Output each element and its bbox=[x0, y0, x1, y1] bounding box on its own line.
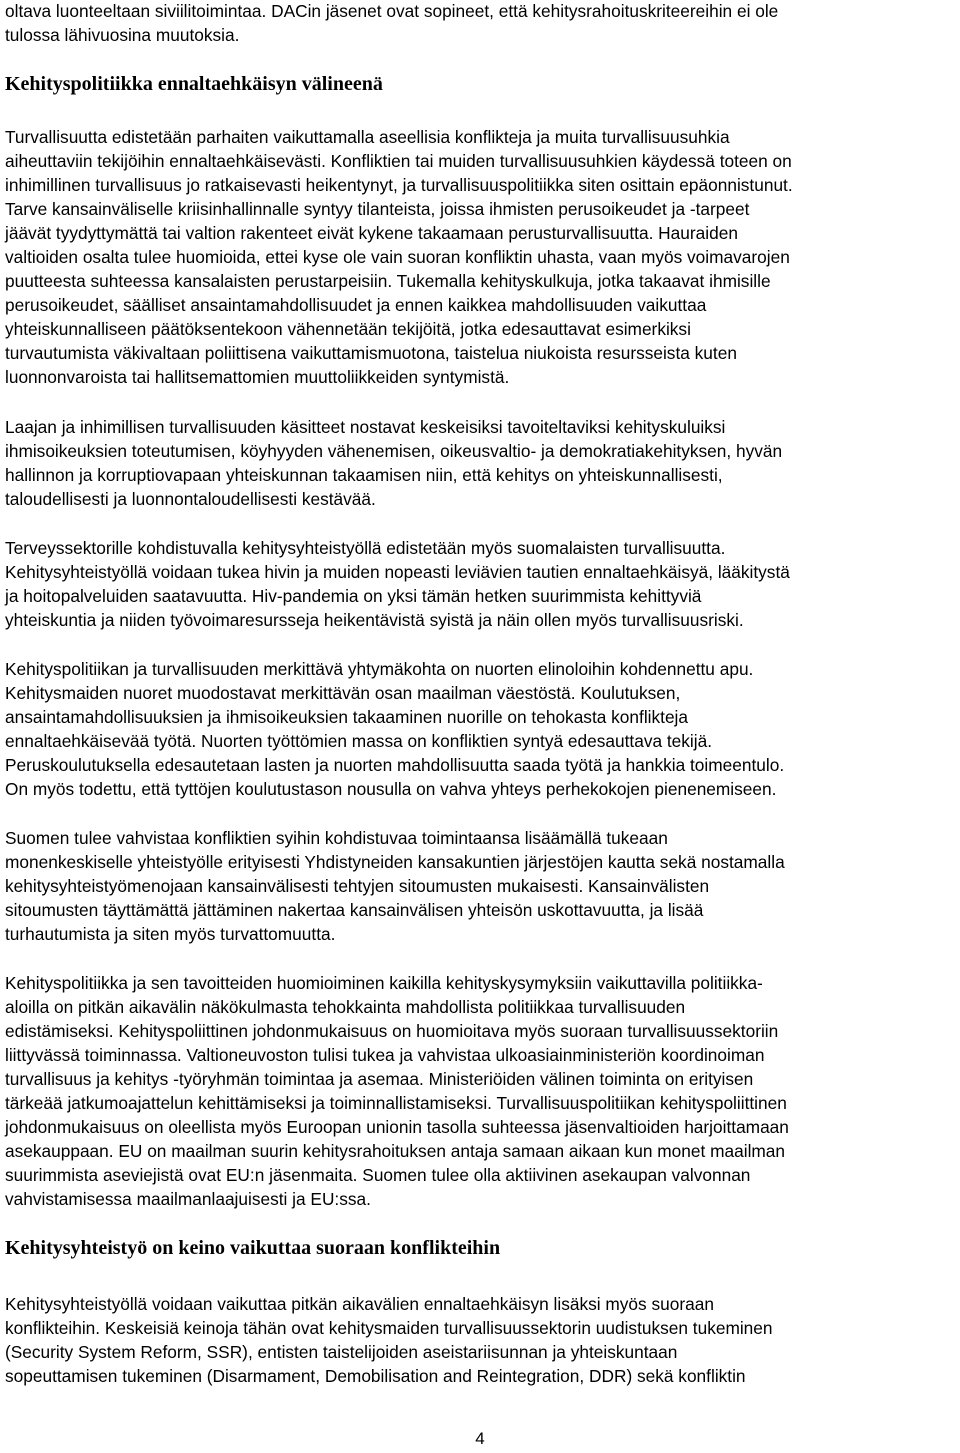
paragraph-line: suurimmista aseviejistä ovat EU:n jäsenmaita. Suomen tulee olla aktiivinen asekaupan valvonnan bbox=[5, 1165, 751, 1185]
paragraph-line: Kehitysmaiden nuoret muodostavat merkittävän osan maailman väestöstä. Koulutuksen, bbox=[5, 683, 681, 703]
intro-line: tulossa lähivuosina muutoksia. bbox=[5, 25, 240, 45]
paragraph-line: Peruskoulutuksella edesautetaan lasten ja nuorten mahdollisuutta saada työtä ja hankkia toimeentulo. bbox=[5, 755, 785, 775]
paragraph-line: Kehitysyhteistyöllä voidaan tukea hivin ja muiden nopeasti leviävien tautien ennaltaehkäisyä, lääkitystä bbox=[5, 562, 790, 582]
paragraph-line: Turvallisuutta edistetään parhaiten vaikuttamalla aseellisia konflikteja ja muita turvallisuusuhkia bbox=[5, 127, 730, 147]
paragraph-line: Suomen tulee vahvistaa konfliktien syihin kohdistuvaa toimintaansa lisäämällä tukeaan bbox=[5, 828, 668, 848]
paragraph-line: hallinnon ja korruptiovapaan yhteiskunnan takaamisen niin, että kehitys on yhteiskunnallisesti, bbox=[5, 465, 723, 485]
paragraph-line: perusoikeudet, säälliset ansaintamahdollisuudet ja ennen kaikkea mahdollisuuden vaikuttaa bbox=[5, 295, 707, 315]
paragraph-line: ja hoitopalveluiden saatavuutta. Hiv-pandemia on yksi tämän hetken suurimmista kehittyviä bbox=[5, 586, 702, 606]
paragraph-line: inhimillinen turvallisuus jo ratkaisevasti heikentynyt, ja turvallisuuspolitiikka siten osittain epäonnistunut. bbox=[5, 175, 793, 195]
paragraph-line: aloilla on pitkän aikavälin näkökulmasta tehokkainta mahdollista politiikkaa turvallisuuden bbox=[5, 997, 686, 1017]
paragraph-line: Laajan ja inhimillisen turvallisuuden käsitteet nostavat keskeisiksi tavoiteltaviksi kehityskuluiksi bbox=[5, 417, 726, 437]
paragraph-line: aiheuttaviin tekijöihin ennaltaehkäisevästi. Konfliktien tai muiden turvallisuusuhkien käydessä toteen on bbox=[5, 151, 792, 171]
paragraph-line: puutteesta suhteessa kansalaisten perustarpeisiin. Tukemalla kehityskulkuja, jotka takaavat ihmisille bbox=[5, 271, 771, 291]
paragraph-line: valtioiden osalta tulee huomioida, ettei kyse ole vain suoran konfliktin uhasta, vaan myös voimavarojen bbox=[5, 247, 790, 267]
section-heading: Kehityspolitiikka ennaltaehkäisyn välineenä bbox=[5, 73, 383, 95]
paragraph-line: Tarve kansainväliselle kriisinhallinnalle syntyy tilanteista, joissa ihmisten perusoikeudet ja -tarpeet bbox=[5, 199, 750, 219]
paragraph-line: turvautumista väkivaltaan poliittisena vaikuttamismuotona, taistelua niukoista resursseista kuten bbox=[5, 343, 737, 363]
paragraph-line: Kehityspolitiikan ja turvallisuuden merkittävä yhtymäkohta on nuorten elinoloihin kohdennettu apu. bbox=[5, 659, 754, 679]
paragraph-line: jäävät tyydyttymättä tai valtion rakenteet eivät kykene takaamaan perusturvallisuutta. Hauraiden bbox=[5, 223, 738, 243]
paragraph-line: vahvistamisessa maailmanlaajuisesti ja EU:ssa. bbox=[5, 1189, 371, 1209]
paragraph-line: Kehitysyhteistyöllä voidaan vaikuttaa pitkän aikavälien ennaltaehkäisyn lisäksi myös suoraan bbox=[5, 1294, 714, 1314]
paragraph-line: monenkeskiselle yhteistyölle erityisesti Yhdistyneiden kansakuntien järjestöjen kautta sekä nostamalla bbox=[5, 852, 785, 872]
paragraph-line: luonnonvaroista tai hallitsemattomien muuttoliikkeiden syntymistä. bbox=[5, 367, 510, 387]
paragraph-line: turvallisuus ja kehitys -työryhmän toimintaa ja asemaa. Ministeriöiden välinen toiminta on erityisen bbox=[5, 1069, 754, 1089]
paragraph-line: yhteiskuntia ja niiden työvoimaresursseja heikentävistä syistä ja näin ollen myös turvallisuusriski. bbox=[5, 610, 744, 630]
paragraph-line: edistämiseksi. Kehityspoliittinen johdonmukaisuus on huomioitava myös suoraan turvallisuussektoriin bbox=[5, 1021, 779, 1041]
paragraph-line: ansaintamahdollisuuksien ja ihmisoikeuksien takaaminen nuorille on tehokasta konflikteja bbox=[5, 707, 689, 727]
paragraph-line: yhteiskunnalliseen päätöksentekoon vähennetään tekijöitä, jotka edesauttavat esimerkiksi bbox=[5, 319, 691, 339]
paragraph-line: Terveyssektorille kohdistuvalla kehitysyhteistyöllä edistetään myös suomalaisten turvallisuutta. bbox=[5, 538, 726, 558]
paragraph-line: (Security System Reform, SSR), entisten taistelijoiden aseistariisunnan ja yhteiskuntaan bbox=[5, 1342, 678, 1362]
paragraph-line: asekauppaan. EU on maailman suurin kehitysrahoituksen antaja samaan aikaan kun monet maailman bbox=[5, 1141, 786, 1161]
paragraph-line: kehitysyhteistyömenojaan kansainvälisesti tehtyjen sitoumusten mukaisesti. Kansainvälisten bbox=[5, 876, 710, 896]
paragraph-line: ennaltaehkäisevää työtä. Nuorten työttömien massa on konfliktien syntyä edesauttava tekijä. bbox=[5, 731, 713, 751]
section-heading: Kehitysyhteistyö on keino vaikuttaa suoraan konflikteihin bbox=[5, 1237, 501, 1259]
paragraph-line: ihmisoikeuksien toteutumisen, köyhyyden vähenemisen, oikeusvaltio- ja demokratiakehityksen, hyvän bbox=[5, 441, 783, 461]
paragraph-line: tärkeää jatkumoajattelun kehittämiseksi ja toiminnallistamiseksi. Turvallisuuspolitiikan kehityspoliittinen bbox=[5, 1093, 787, 1113]
intro-line: oltava luonteeltaan siviilitoimintaa. DACin jäsenet ovat sopineet, että kehitysrahoituskriteereihin ei ole bbox=[5, 1, 779, 21]
paragraph-line: sopeuttamisen tukeminen (Disarmament, Demobilisation and Reintegration, DDR) sekä konfliktin bbox=[5, 1366, 746, 1386]
paragraph-line: liittyvässä toiminnassa. Valtioneuvoston tulisi tukea ja vahvistaa ulkoasiainministeriön koordinoiman bbox=[5, 1045, 765, 1065]
paragraph-line: sitoumusten täyttämättä jättäminen nakertaa kansainvälisen yhteisön uskottavuutta, ja lisää bbox=[5, 900, 704, 920]
paragraph-line: Kehityspolitiikka ja sen tavoitteiden huomioiminen kaikilla kehityskysymyksiin vaikuttavilla politiikka- bbox=[5, 973, 763, 993]
paragraph-line: konflikteihin. Keskeisiä keinoja tähän ovat kehitysmaiden turvallisuussektorin uudistuksen tukeminen bbox=[5, 1318, 773, 1338]
paragraph-line: turhautumista ja siten myös turvattomuutta. bbox=[5, 924, 336, 944]
paragraph-line: On myös todettu, että tyttöjen koulutustason nousulla on vahva yhteys perhekokojen pienenemiseen. bbox=[5, 779, 777, 799]
paragraph-line: taloudellisesti ja luonnontaloudellisesti kestävää. bbox=[5, 489, 376, 509]
paragraph-line: johdonmukaisuus on oleellista myös Euroopan unionin tasolla suhteessa jäsenvaltioiden harjoittamaan bbox=[5, 1117, 789, 1137]
page-number: 4 bbox=[475, 1429, 485, 1448]
